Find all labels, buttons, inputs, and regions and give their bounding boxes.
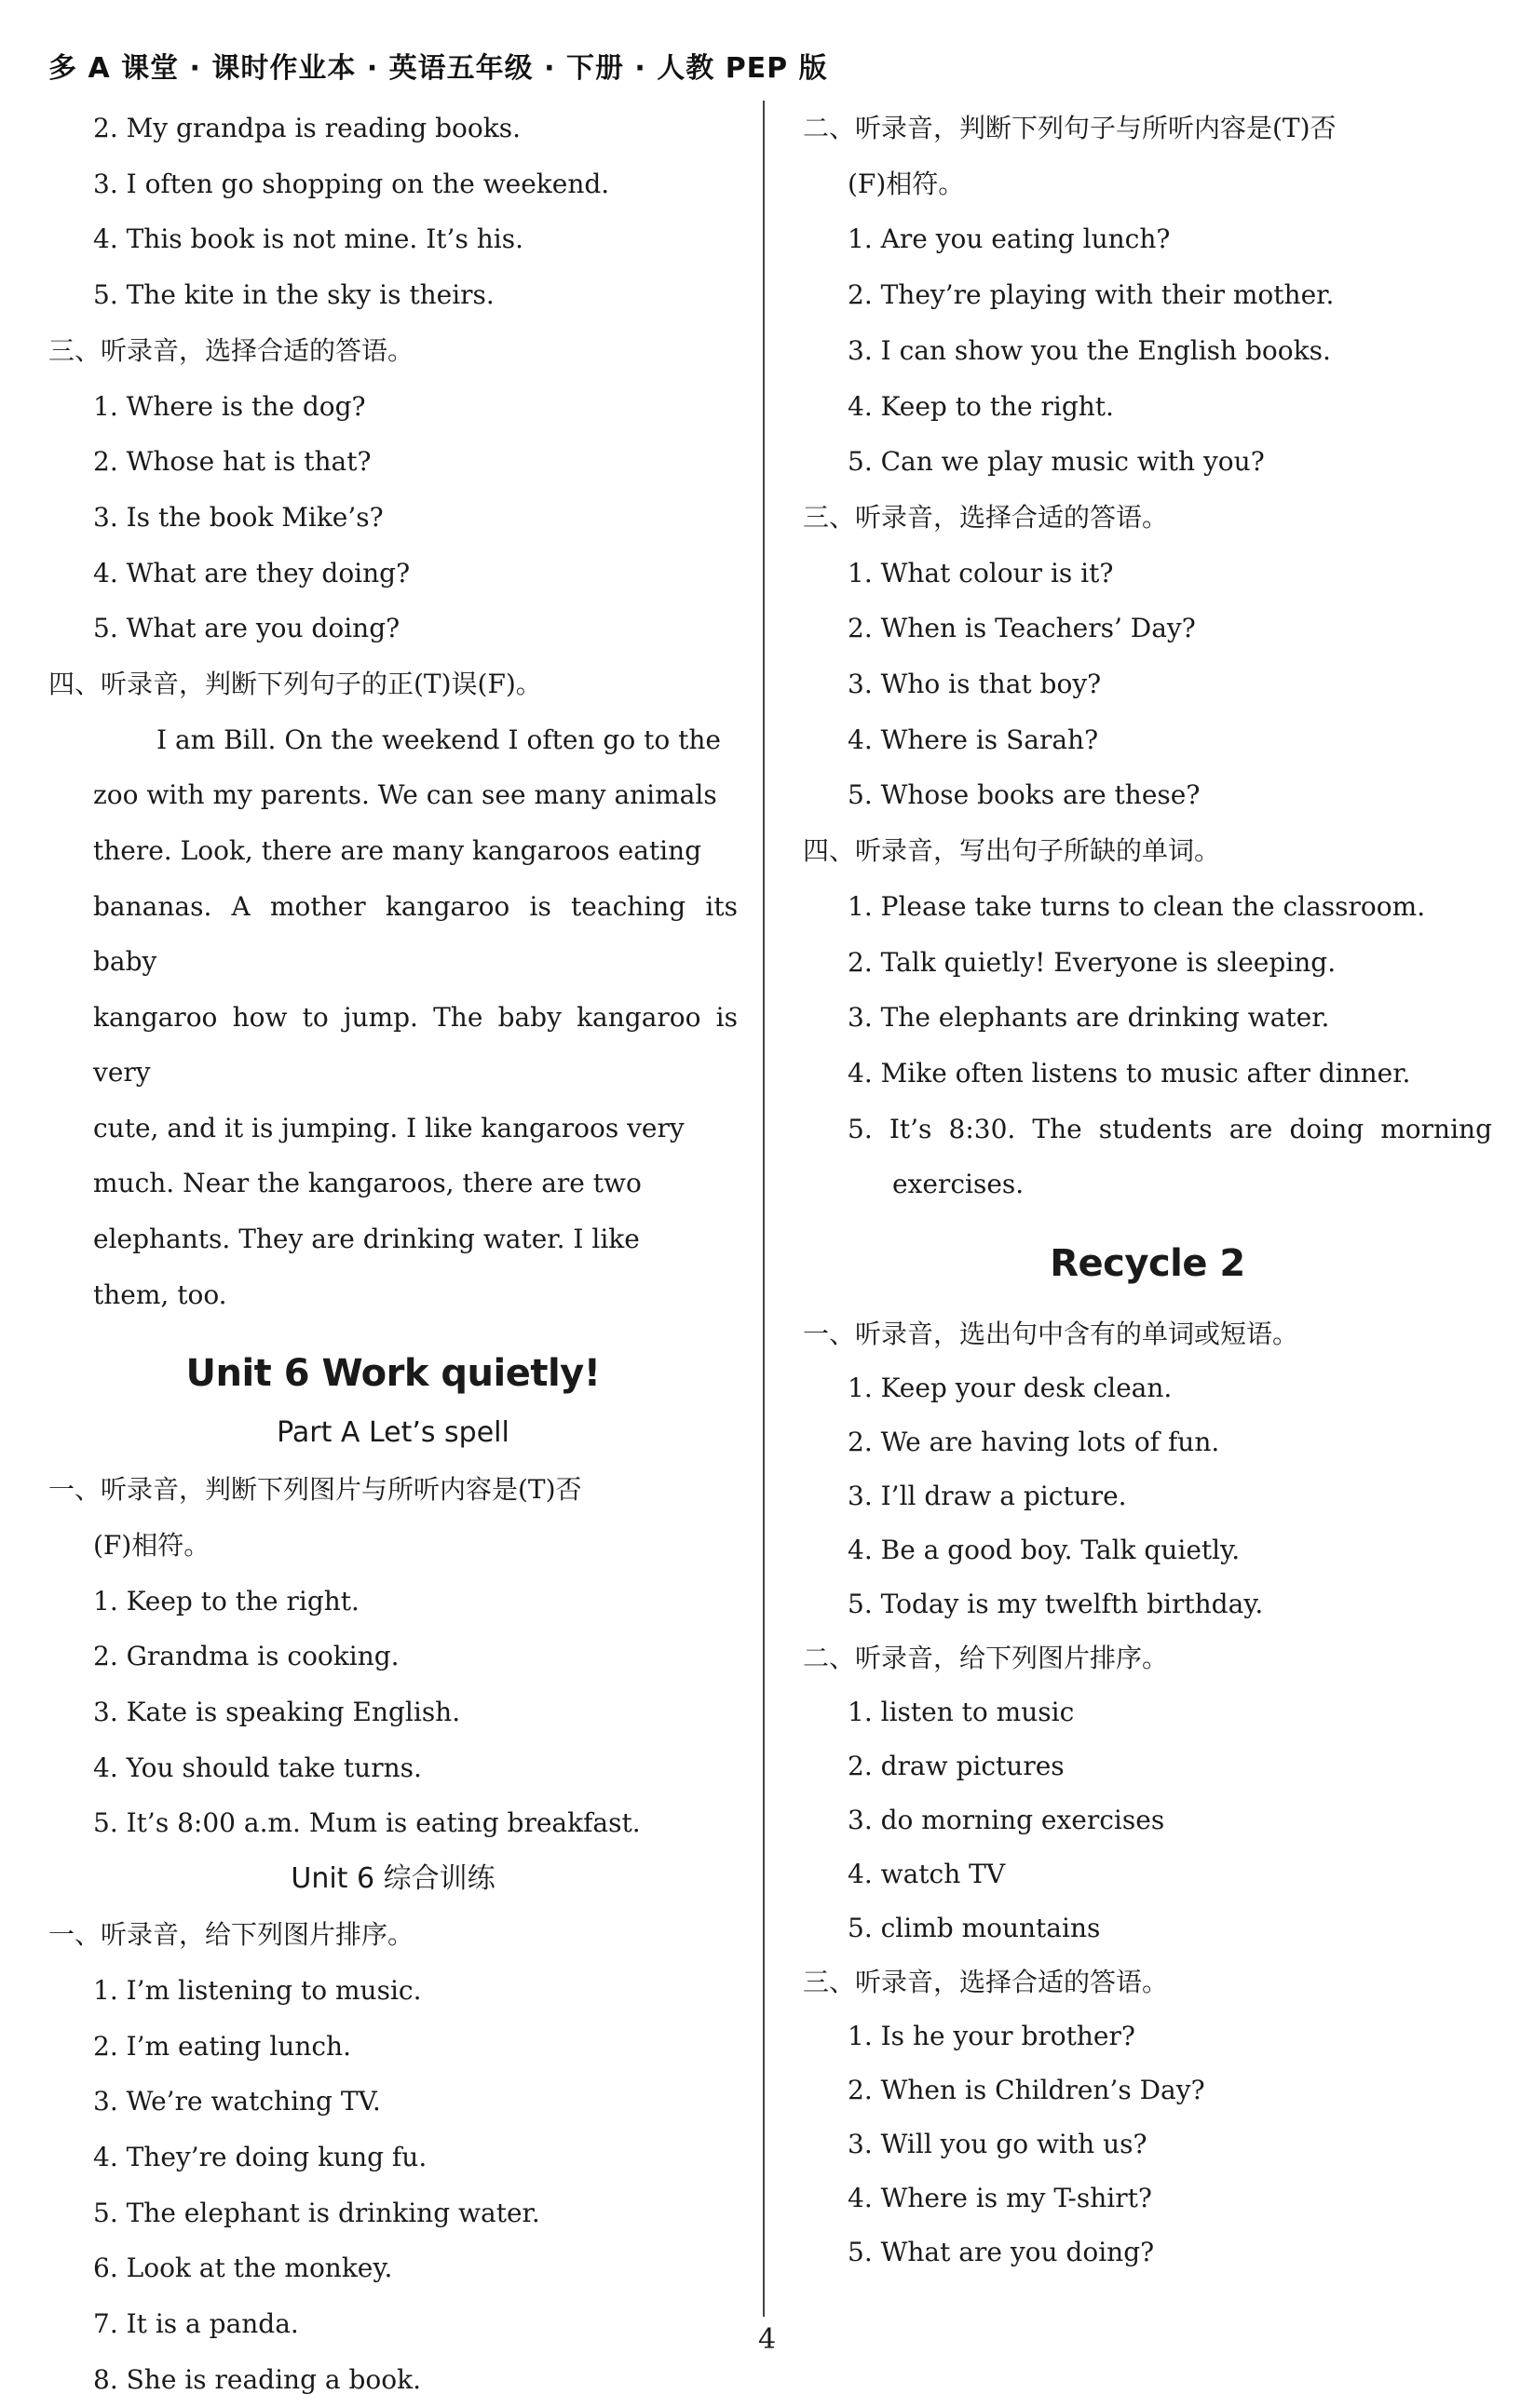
- list-item: 4. Keep to the right.: [848, 390, 1114, 422]
- list-item: 3. We’re watching TV.: [93, 2086, 381, 2117]
- list-item: 5. Whose books are these?: [848, 779, 1201, 811]
- list-item: 1. Please take turns to clean the classroom.: [848, 890, 1426, 922]
- part-title: Unit 6 综合训练: [291, 1862, 495, 1896]
- list-item: 7. It is a panda.: [93, 2308, 299, 2340]
- list-item: 1. Keep your desk clean.: [848, 1373, 1173, 1404]
- list-item: 4. Mike often listens to music after dinner.: [848, 1057, 1411, 1089]
- list-item: 2. When is Teachers’ Day?: [848, 613, 1196, 644]
- page-header: 多 A 课堂 · 课时作业本 · 英语五年级 · 下册 · 人教 PEP 版: [48, 52, 828, 85]
- list-item: 2. We are having lots of fun.: [848, 1427, 1220, 1458]
- list-item: 3. I often go shopping on the weekend.: [93, 168, 610, 199]
- list-item: 2. My grandpa is reading books.: [93, 113, 521, 143]
- list-item: 1. What colour is it?: [848, 557, 1114, 588]
- list-item: 4. What are they doing?: [93, 557, 411, 588]
- list-item: 1. Are you eating lunch?: [848, 223, 1171, 255]
- list-item: 2. Grandma is cooking.: [93, 1641, 400, 1672]
- passage-line: bananas. A mother kangaroo is teaching its baby: [93, 890, 738, 978]
- list-item: 4. This book is not mine. It’s his.: [93, 223, 523, 255]
- passage-line: cute, and it is jumping. I like kangaroos very: [93, 1112, 685, 1143]
- list-item: 5. climb mountains: [848, 1913, 1101, 1944]
- list-item: 4. You should take turns.: [93, 1752, 422, 1783]
- list-item: 2. Whose hat is that?: [93, 446, 372, 478]
- list-item: 3. The elephants are drinking water.: [848, 1002, 1330, 1034]
- list-item: 3. I can show you the English books.: [848, 334, 1331, 366]
- section-heading: 三、听录音，选择合适的答语。: [803, 501, 1169, 533]
- list-item: 1. I’m listening to music.: [93, 1974, 422, 2006]
- list-item: 3. Is the book Mike’s?: [93, 501, 384, 533]
- list-item: 3. Who is that boy?: [848, 669, 1102, 700]
- list-item: 5. What are you doing?: [848, 2237, 1155, 2268]
- column-divider: [763, 101, 765, 2317]
- list-item: 4. Where is my T-shirt?: [848, 2183, 1152, 2214]
- list-item: 2. When is Children’s Day?: [848, 2075, 1205, 2106]
- list-item: 4. Where is Sarah?: [848, 724, 1099, 755]
- list-item: 5. It’s 8:00 a.m. Mum is eating breakfast.: [93, 1807, 641, 1839]
- list-item: 5. The elephant is drinking water.: [93, 2197, 540, 2228]
- list-item: 3. Kate is speaking English.: [93, 1697, 461, 1728]
- section-heading: 二、听录音，判断下列句子与所听内容是(T)否: [803, 113, 1337, 143]
- section-heading: 四、听录音，写出句子所缺的单词。: [803, 835, 1221, 867]
- list-item: 8. She is reading a book.: [93, 2363, 422, 2395]
- list-item: 3. I’ll draw a picture.: [848, 1481, 1127, 1512]
- section-heading: 一、听录音，判断下列图片与所听内容是(T)否: [48, 1474, 582, 1506]
- list-item: 1. Keep to the right.: [93, 1585, 360, 1617]
- list-item: 5. Can we play music with you?: [848, 446, 1265, 478]
- list-item: 2. Talk quietly! Everyone is sleeping.: [848, 946, 1337, 978]
- reading-passage: [48, 712, 738, 1323]
- passage-line: I am Bill. On the weekend I often go to the: [156, 724, 721, 755]
- passage-line: much. Near the kangaroos, there are two: [93, 1168, 642, 1199]
- list-item: 2. I’m eating lunch.: [93, 2030, 351, 2062]
- list-item: 5. The kite in the sky is theirs.: [93, 279, 495, 311]
- list-item: 5. It’s 8:30. The students are doing morning: [848, 1113, 1492, 1144]
- page-number: 4: [757, 2323, 777, 2356]
- list-item: 1. Is he your brother?: [848, 2021, 1135, 2052]
- passage-line: them, too.: [93, 1278, 227, 1310]
- passage-line: elephants. They are drinking water. I like: [93, 1224, 640, 1255]
- section-heading: 三、听录音，选择合适的答语。: [803, 1967, 1169, 1998]
- section-heading: 一、听录音，选出句中含有的单词或短语。: [803, 1319, 1299, 1350]
- left-top-items: [48, 101, 738, 323]
- section-heading: 一、听录音，给下列图片排序。: [48, 1919, 414, 1951]
- list-item: 1. Where is the dog?: [93, 390, 366, 422]
- list-item: 3. Will you go with us?: [848, 2129, 1147, 2160]
- list-item: 4. watch TV: [848, 1859, 1006, 1890]
- list-item: 6. Look at the monkey.: [93, 2252, 393, 2284]
- list-item: 1. listen to music: [848, 1697, 1075, 1728]
- section-heading-continued: (F)相符。: [93, 1529, 210, 1561]
- section-heading: 四、听录音，判断下列句子的正(T)误(F)。: [48, 669, 542, 700]
- passage-line: zoo with my parents. We can see many animals: [93, 779, 717, 811]
- list-item: 5. What are you doing?: [93, 613, 400, 644]
- unit-title: Unit 6 Work quietly!: [185, 1352, 601, 1396]
- right-column: [803, 101, 1492, 2279]
- section-heading: 二、听录音，给下列图片排序。: [803, 1643, 1169, 1674]
- part-title: Part A Let’s spell: [277, 1416, 509, 1450]
- list-item: 2. They’re playing with their mother.: [848, 279, 1335, 311]
- passage-line: there. Look, there are many kangaroos eating: [93, 834, 702, 866]
- list-item: 3. do morning exercises: [848, 1805, 1165, 1836]
- section-heading-continued: (F)相符。: [848, 168, 965, 199]
- list-item: 4. Be a good boy. Talk quietly.: [848, 1535, 1241, 1566]
- list-item-continued: exercises.: [892, 1169, 1025, 1200]
- recycle-title: Recycle 2: [1050, 1242, 1245, 1286]
- list-item: 4. They’re doing kung fu.: [93, 2142, 428, 2172]
- list-item: 2. draw pictures: [848, 1751, 1065, 1782]
- list-item: 5. Today is my twelfth birthday.: [848, 1589, 1264, 1620]
- passage-line: kangaroo how to jump. The baby kangaroo is very: [93, 1001, 738, 1089]
- left-column: [48, 101, 738, 2408]
- section-heading: 三、听录音，选择合适的答语。: [48, 334, 414, 366]
